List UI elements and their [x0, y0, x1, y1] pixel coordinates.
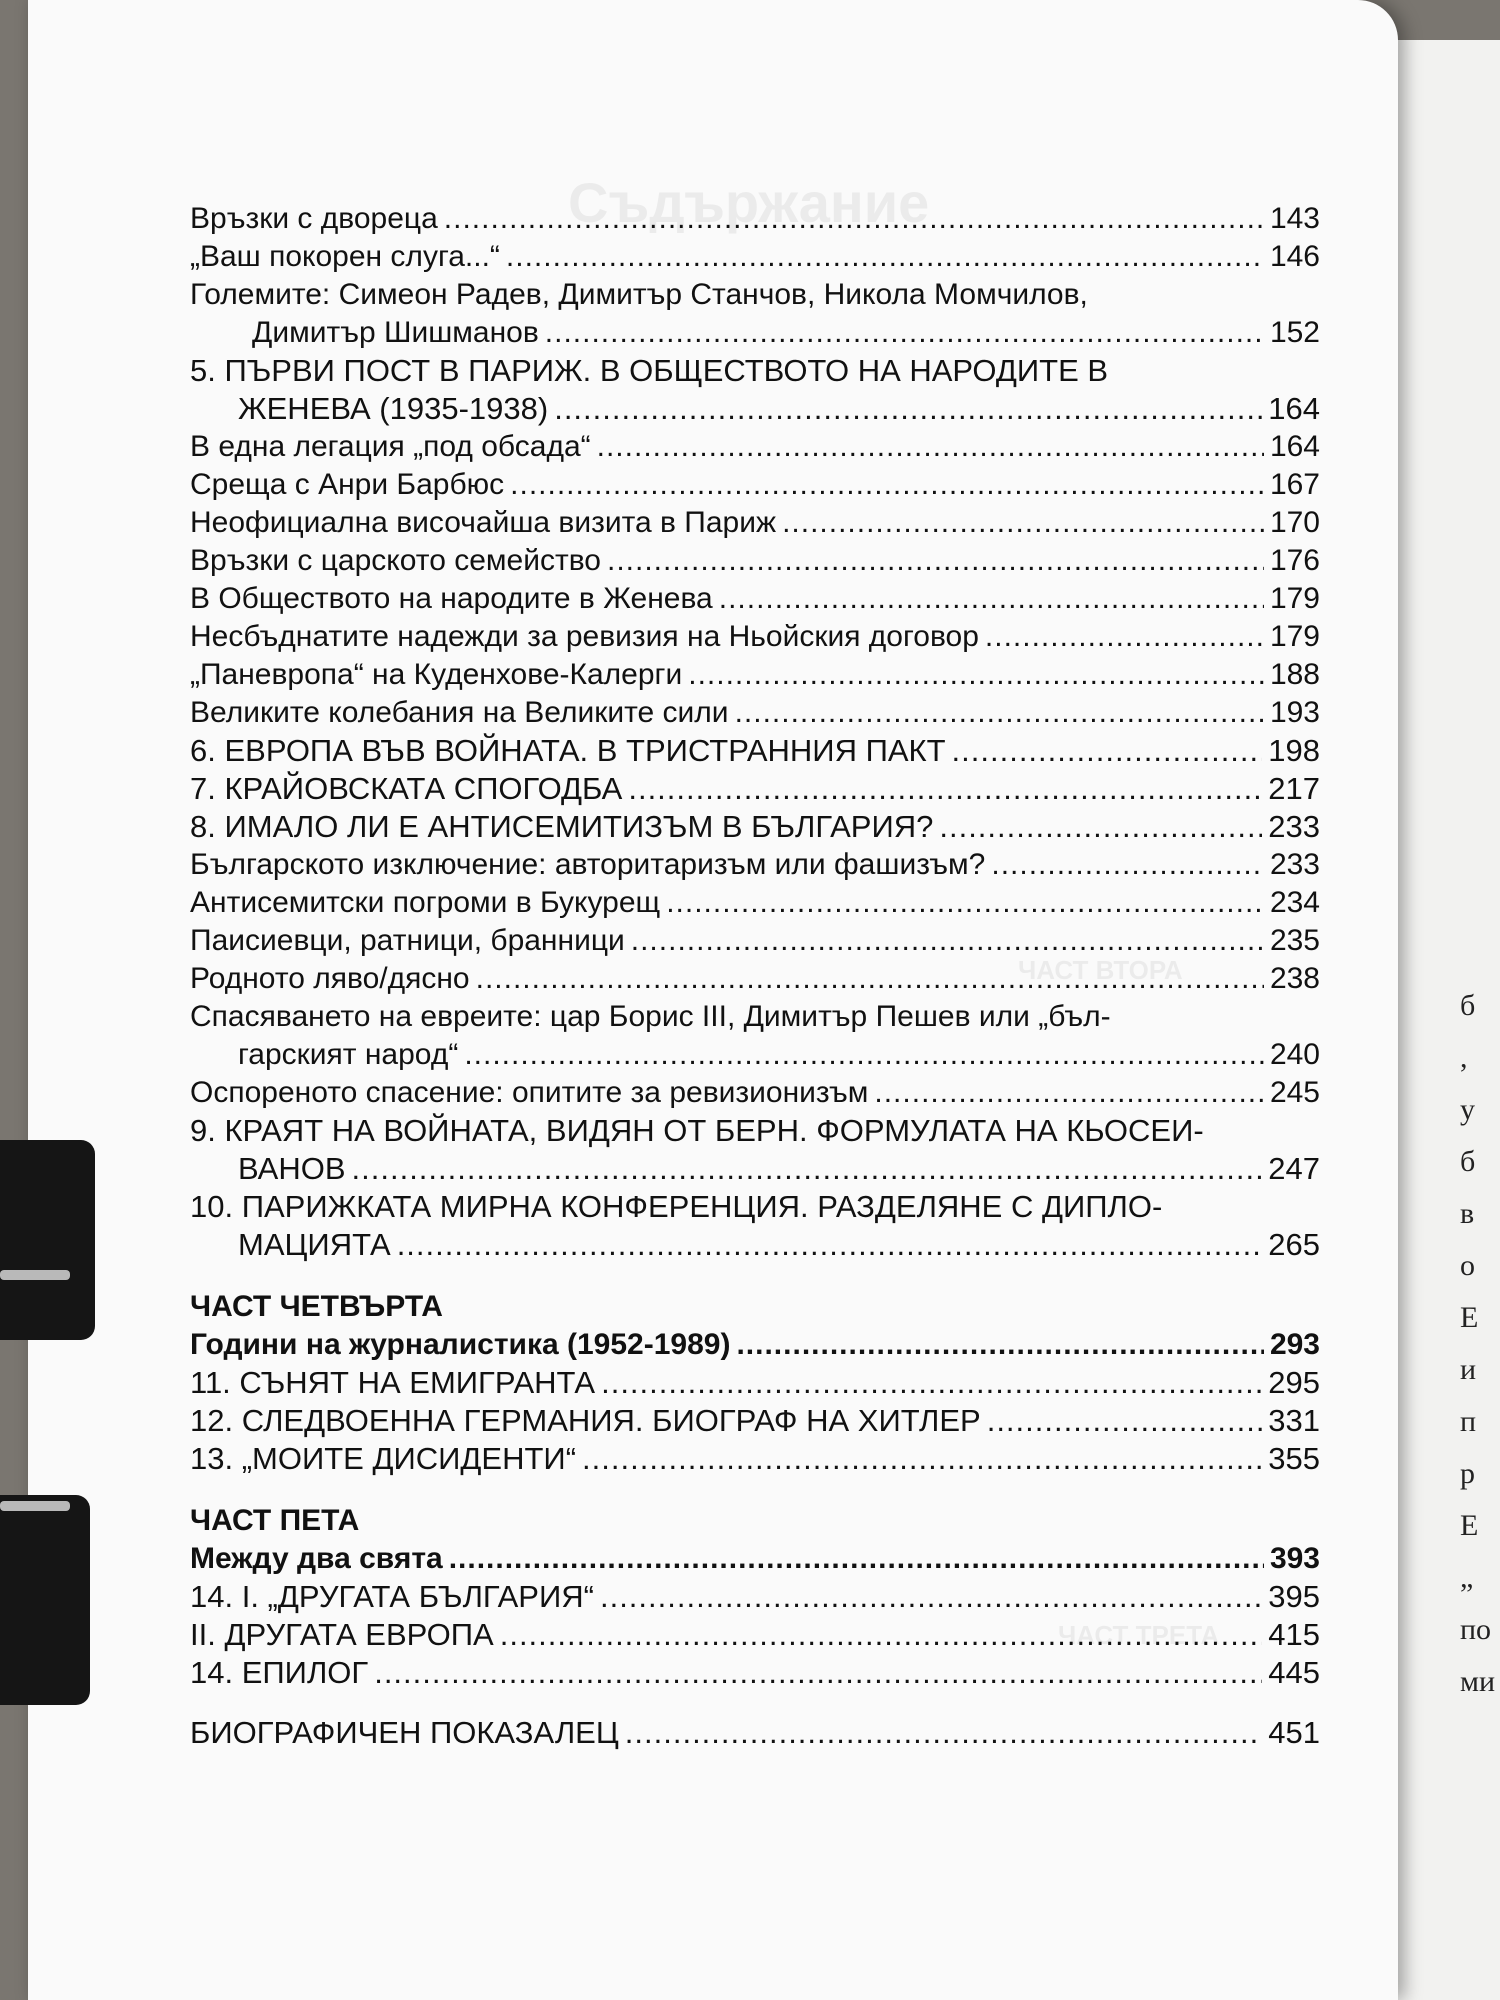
strip-letter: о: [1460, 1249, 1475, 1282]
leader-dots: [985, 618, 1264, 656]
toc-row: [190, 1036, 1320, 1074]
leader-dots: [952, 732, 1263, 770]
toc-page: 152: [1269, 316, 1320, 349]
strip-letter: „: [1460, 1561, 1474, 1594]
toc-title: Българското изключение: авторитаризъм или фашизъм?: [190, 848, 986, 881]
leader-dots: [352, 1150, 1263, 1188]
show-through-part3: ЧАСТ ТРЕТА: [1058, 1620, 1220, 1650]
toc-chapter-row: [190, 1654, 1320, 1692]
toc-title: 14. I. „ДРУГАТА БЪЛГАРИЯ“: [190, 1579, 594, 1614]
leader-dots: [510, 466, 1264, 504]
part-four-heading: ЧАСТ ЧЕТВЪРТА: [190, 1290, 443, 1323]
strip-letter: р: [1460, 1457, 1475, 1490]
show-through-heading: Съдържание: [568, 171, 930, 234]
toc-title: МАЦИЯТА: [238, 1227, 391, 1262]
strip-letter: у: [1460, 1093, 1475, 1126]
toc-title: Паисиевци, ратници, бранници: [190, 924, 625, 957]
toc-row: [190, 466, 1320, 504]
toc-title: Спасяването на евреите: цар Борис III, Димитър Пешев или „бъл-: [190, 1000, 1111, 1033]
toc-title: БИОГРАФИЧЕН ПОКАЗАЛЕЦ: [190, 1715, 619, 1750]
toc-chapter-row: [190, 1112, 1320, 1150]
toc-chapter-row: [190, 1616, 1320, 1654]
toc-row: [190, 884, 1320, 922]
leader-dots: [939, 808, 1262, 846]
leader-dots: [500, 1616, 1263, 1654]
toc-chapter-row: [190, 390, 1320, 428]
leader-dots: [874, 1074, 1264, 1112]
toc-chapter-row: [190, 732, 1320, 770]
toc-page: 179: [1269, 582, 1320, 615]
toc-page: 198: [1268, 733, 1320, 768]
toc-page: 217: [1268, 771, 1320, 806]
toc-title: ВАНОВ: [238, 1151, 346, 1186]
toc-page: 146: [1269, 240, 1320, 273]
toc-title: Между два свята: [190, 1542, 443, 1575]
strip-letter: ми: [1460, 1665, 1496, 1698]
toc-row: [190, 238, 1320, 276]
toc-title: 9. КРАЯТ НА ВОЙНАТА, ВИДЯН ОТ БЕРН. ФОРМУЛАТА НА КЬОСЕИ-: [190, 1113, 1204, 1148]
toc-page: 234: [1269, 886, 1320, 919]
toc-title: Несбъднатите надежди за ревизия на Ньойския договор: [190, 620, 979, 653]
toc-title: 6. ЕВРОПА ВЪВ ВОЙНАТА. В ТРИСТРАННИЯ ПАКТ: [190, 733, 946, 768]
table-of-contents: [190, 200, 1320, 1752]
toc-title: 8. ИМАЛО ЛИ Е АНТИСЕМИТИЗЪМ В БЪЛГАРИЯ?: [190, 809, 934, 844]
toc-row: [190, 276, 1320, 314]
toc-page: 451: [1268, 1715, 1320, 1750]
toc-title: II. ДРУГАТА ЕВРОПА: [190, 1617, 494, 1652]
toc-title: Оспореното спасение: опитите за ревизионизъм: [190, 1076, 869, 1109]
toc-page: 170: [1269, 506, 1320, 539]
toc-title: Връзки с царското семейство: [190, 544, 601, 577]
next-page-edge: [1380, 40, 1500, 2000]
toc-row: [190, 694, 1320, 732]
toc-title: Димитър Шишманов: [252, 316, 539, 349]
strip-letter: б: [1460, 989, 1476, 1022]
toc-title: гарският народ“: [238, 1038, 459, 1071]
toc-row: [190, 960, 1320, 998]
toc-page: 445: [1268, 1655, 1320, 1690]
toc-title: 12. СЛЕДВОЕННА ГЕРМАНИЯ. БИОГРАФ НА ХИТЛЕР: [190, 1403, 981, 1438]
strip-letter: и: [1460, 1353, 1477, 1386]
toc-page: 293: [1269, 1328, 1320, 1361]
toc-page: 143: [1269, 202, 1320, 235]
leader-dots: [631, 922, 1264, 960]
toc-row: [190, 846, 1320, 884]
strip-letter: Е: [1460, 1301, 1479, 1334]
toc-page: 193: [1269, 696, 1320, 729]
toc-chapter-row: [190, 1440, 1320, 1478]
next-page-text-strip: [1460, 980, 1500, 1708]
toc-chapter-row: [190, 808, 1320, 846]
leader-dots: [597, 428, 1264, 466]
toc-row: [190, 580, 1320, 618]
toc-page: 355: [1268, 1441, 1320, 1476]
leader-dots: [666, 884, 1264, 922]
toc-page: 395: [1268, 1579, 1320, 1614]
leader-dots: [464, 1036, 1264, 1074]
toc-page: 295: [1268, 1365, 1320, 1400]
toc-chapter-row: [190, 1226, 1320, 1264]
leader-dots: [545, 314, 1264, 352]
leader-dots: [987, 1402, 1263, 1440]
strip-letter: б: [1460, 1145, 1476, 1178]
toc-page: 164: [1268, 391, 1320, 426]
toc-page: 240: [1269, 1038, 1320, 1071]
toc-title: „Паневропа“ на Куденхове-Калерги: [190, 658, 683, 691]
toc-title: Неофициална височайша визита в Париж: [190, 506, 777, 539]
toc-page: 265: [1268, 1227, 1320, 1262]
toc-row: [190, 618, 1320, 656]
toc-page: 245: [1269, 1076, 1320, 1109]
toc-title: Години на журналистика (1952-1989): [190, 1328, 731, 1361]
toc-title: 11. СЪНЯТ НА ЕМИГРАНТА: [190, 1365, 596, 1400]
leader-dots: [628, 770, 1262, 808]
toc-title: 14. ЕПИЛОГ: [190, 1655, 369, 1690]
toc-page: 179: [1269, 620, 1320, 653]
toc-chapter-row: [190, 1578, 1320, 1616]
toc-row: [190, 504, 1320, 542]
toc-row: [190, 542, 1320, 580]
toc-title: Антисемитски погроми в Букурещ: [190, 886, 661, 919]
toc-title: ЖЕНЕВА (1935-1938): [238, 391, 549, 426]
leader-dots: [397, 1226, 1263, 1264]
show-through-part: ЧАСТ ВТОРА: [1018, 955, 1183, 985]
toc-page: 176: [1269, 544, 1320, 577]
toc-title: 7. КРАЙОВСКАТА СПОГОДБА: [190, 771, 623, 806]
toc-row: [190, 998, 1320, 1036]
toc-chapter-row: [190, 1364, 1320, 1402]
binder-clip-top: [0, 1140, 95, 1340]
toc-page: 415: [1268, 1617, 1320, 1652]
toc-chapter-row: [190, 770, 1320, 808]
toc-page: 188: [1269, 658, 1320, 691]
toc-title: „Ваш покорен слуга...“: [190, 240, 500, 273]
leader-dots: [601, 1364, 1262, 1402]
strip-letter: ,: [1460, 1041, 1468, 1074]
toc-page: 247: [1268, 1151, 1320, 1186]
toc-title: В Обществото на народите в Женева: [190, 582, 713, 615]
toc-chapter-row: [190, 352, 1320, 390]
toc-chapter-row: [190, 1402, 1320, 1440]
leader-dots: [600, 1578, 1262, 1616]
toc-page: 331: [1268, 1403, 1320, 1438]
strip-letter: Е: [1460, 1509, 1479, 1542]
toc-page: 167: [1269, 468, 1320, 501]
binder-clip-bottom: [0, 1495, 90, 1705]
toc-row: [190, 922, 1320, 960]
leader-dots: [582, 1440, 1262, 1478]
strip-letter: п: [1460, 1405, 1477, 1438]
binder-wire: [0, 1270, 70, 1280]
part-five-heading: ЧАСТ ПЕТА: [190, 1504, 360, 1537]
strip-letter: в: [1460, 1197, 1475, 1230]
leader-dots: [719, 580, 1264, 618]
toc-row: [190, 656, 1320, 694]
leader-dots: [607, 542, 1264, 580]
toc-chapter-row: [190, 1188, 1320, 1226]
leader-dots: [554, 390, 1262, 428]
toc-chapter-row: [190, 1150, 1320, 1188]
toc-title: 10. ПАРИЖКАТА МИРНА КОНФЕРЕНЦИЯ. РАЗДЕЛЯНЕ С ДИПЛО-: [190, 1189, 1163, 1224]
leader-dots: [735, 694, 1264, 732]
toc-row: [190, 1074, 1320, 1112]
leader-dots: [991, 846, 1264, 884]
toc-row: [190, 428, 1320, 466]
toc-page: 393: [1269, 1542, 1320, 1575]
toc-section-row: [190, 1540, 1320, 1578]
toc-page: 233: [1269, 848, 1320, 881]
toc-title: 13. „МОИТЕ ДИСИДЕНТИ“: [190, 1441, 577, 1476]
toc-title: Родното ляво/дясно: [190, 962, 470, 995]
toc-page: 233: [1268, 809, 1320, 844]
toc-row: [190, 314, 1320, 352]
leader-dots: [449, 1540, 1264, 1578]
toc-section-row: [190, 1326, 1320, 1364]
toc-title: 5. ПЪРВИ ПОСТ В ПАРИЖ. В ОБЩЕСТВОТО НА НАРОДИТЕ В: [190, 353, 1109, 388]
toc-title: Среща с Анри Барбюс: [190, 468, 505, 501]
leader-dots: [688, 656, 1264, 694]
toc-title: Връзки с двореца: [190, 202, 438, 235]
toc-title: Големите: Симеон Радев, Димитър Станчов, Никола Момчилов,: [190, 278, 1088, 311]
leader-dots: [476, 960, 1264, 998]
leader-dots: [506, 238, 1264, 276]
leader-dots: [444, 200, 1264, 238]
leader-dots: [782, 504, 1264, 542]
toc-page: 235: [1269, 924, 1320, 957]
toc-index-row: [190, 1714, 1320, 1752]
toc-title: В една легация „под обсада“: [190, 430, 591, 463]
toc-page: 238: [1269, 962, 1320, 995]
toc-page: 164: [1269, 430, 1320, 463]
toc-row: [190, 200, 1320, 238]
binder-wire: [0, 1501, 70, 1511]
leader-dots: [374, 1654, 1262, 1692]
leader-dots: [736, 1326, 1263, 1364]
toc-title: Великите колебания на Великите сили: [190, 696, 729, 729]
strip-letter: по: [1460, 1613, 1492, 1646]
leader-dots: [625, 1714, 1262, 1752]
